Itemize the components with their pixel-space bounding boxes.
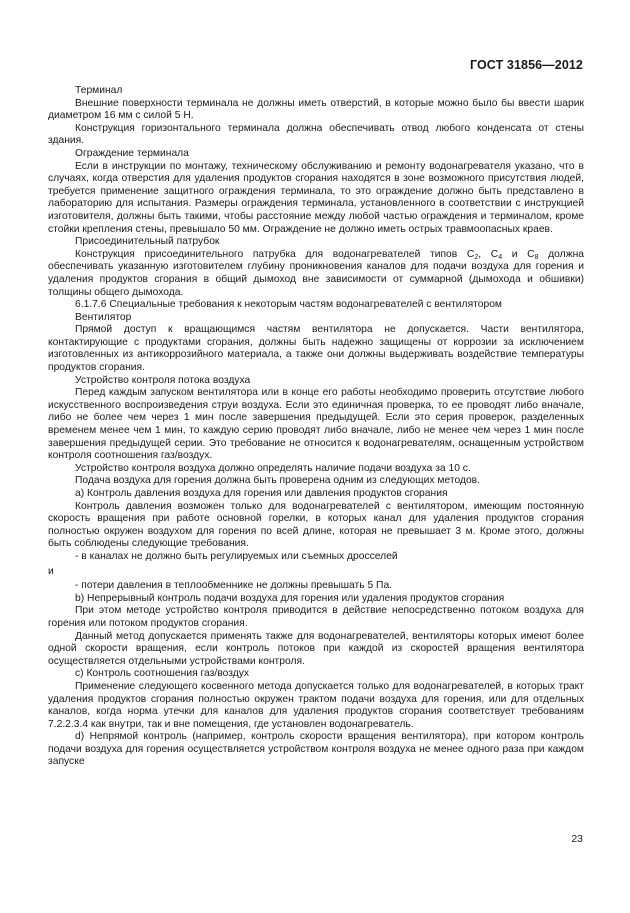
- heading-terminal: Терминал: [75, 85, 123, 96]
- list-item-pressure-loss: - потери давления в теплообменнике не должны превышать 5 Па.: [75, 580, 393, 592]
- method-a-heading: a) Контроль давления воздуха для горения или давления продуктов сгорания: [75, 488, 448, 499]
- paragraph-method-a: Контроль давления возможен только для водонагревателей с вентилятором, имеющим постоянную скорость вращения при работе основной горелки, в которых канал для удаления продуктов сгорания полностью окружен воздухом для горения по всей длине, которая не превышает 3 м. Кроме этого, должны быть соблюдены следующие требования.: [48, 500, 584, 550]
- conjunction-and: и: [48, 565, 54, 577]
- paragraph-terminal-surfaces: Внешние поверхности терминала не должны иметь отверстий, в которые можно было бы ввести шарик диаметром 16 мм с силой 5 Н.: [48, 97, 584, 122]
- heading-terminal-guard: Ограждение терминала: [75, 147, 189, 159]
- paragraph-fan: Прямой доступ к вращающимся частям вентилятора не допускается. Части вентилятора, контактирующие с продуктами сгорания, должны быть надежно защищены от коррозии за исключением изготовленных из антикоррозийного материала, а также они должны выдерживать воздействие температуры продуктов сгорания.: [48, 324, 584, 374]
- heading-fan: Вентилятор: [75, 311, 132, 323]
- paragraph-method-d: d) Непрямой контроль (например, контроль скорости вращения вентилятора), при котором контроль подачи воздуха для горения осуществляется устройством контроля воздуха не менее одного раза при каждом запуске: [48, 731, 584, 768]
- paragraph-method-b-speeds: Данный метод допускается применять также для водонагревателей, вентиляторы которых имеют более одной скорости вращения, если контроль потоков при каждой из скоростей вращения вентилятора осуществляется отдельными устройствами контроля.: [48, 630, 584, 667]
- paragraph-connection-pipe: Конструкция присоединительного патрубка для водонагревателей типов $С_2$, $С_4$ и $С_8$ должна обеспечивать указанную изготовителем глубину проникновения каналов для подачи воздуха для горения и удаления продуктов сгорания в общий дымоход вне зависимости от суммарной (дымохода и обшивки) толщины общего дымохода.: [48, 248, 584, 298]
- list-item-dampers: - в каналах не должно быть регулируемых или съемных дросселей: [75, 550, 398, 562]
- method-c-heading: c) Контроль соотношения газ/воздух: [75, 668, 249, 680]
- heading-airflow-control: Устройство контроля потока воздуха: [75, 374, 251, 386]
- section-heading-6-1-7-6: 6.1.7.6 Специальные требования к некоторым частям водонагревателей с вентилятором: [75, 299, 502, 311]
- paragraph-method-c: Применение следующего косвенного метода допускается только для водонагревателей, в которых тракт удаления продуктов сгорания полностью окружен трактом подачи воздуха для горения, или для отдельных каналов, когда норма утечки для каналов для удаления продуктов сгорания соответствует требованиям 7.2.2.3.4 как внутри, так и вне помещения, где установлен водонагреватель.: [48, 680, 584, 730]
- standard-header: ГОСТ 31856—2012: [469, 58, 583, 72]
- paragraph-terminal-guard: Если в инструкции по монтажу, техническому обслуживанию и ремонту водонагревателя указано, что в случаях, когда отверстия для удаления продуктов сгорания находятся в зоне возможного присутствия людей, требуется применение защитного ограждения терминала, то это ограждение должно быть представлено в лабораторию для испытания. Размеры ограждения терминала, установленного в соответствии с инструкцией изготовителя, должны быть такими, чтобы расстояние между любой частью ограждения и терминалом, кроме стойки крепления стены, превышало 50 мм. Ограждение не должно иметь острых травмоопасных краев.: [48, 160, 584, 235]
- paragraph-horizontal-terminal: Конструкция горизонтального терминала должна обеспечивать отвод любого конденсата от стены здания.: [48, 122, 584, 147]
- document-body: [48, 85, 584, 769]
- method-b-heading: b) Непрерывный контроль подачи воздуха для горения или удаления продуктов сгорания: [75, 592, 505, 604]
- page-number: 23: [571, 833, 583, 845]
- paragraph-methods-intro: Подача воздуха для горения должна быть проверена одним из следующих методов.: [75, 475, 481, 487]
- heading-connection-pipe: Присоединительный патрубок: [75, 236, 220, 248]
- paragraph-method-b: При этом методе устройство контроля приводится в действие непосредственно потоком воздуха для горения или потоком продуктов сгорания.: [48, 605, 584, 629]
- paragraph-air-detection: Устройство контроля воздуха должно определять наличие подачи воздуха за 10 с.: [75, 462, 471, 474]
- paragraph-airflow-check: Перед каждым запуском вентилятора или в конце его работы необходимо проверить отсутствие любого искусственного воспроизведения струи воздуха. Если это единичная проверка, то ее проводят либо вначале, либо не более чем через 1 мин после завершения предыдущей. Если это серия проверок, разделенных временем менее чем 1 мин, то каждую серию проводят либо вначале, либо не менее чем через 1 мин после завершения предыдущей серии. Это требование не относится к водонагревателям, оснащенным устройством контроля соотношения газ/воздух.: [48, 387, 584, 462]
